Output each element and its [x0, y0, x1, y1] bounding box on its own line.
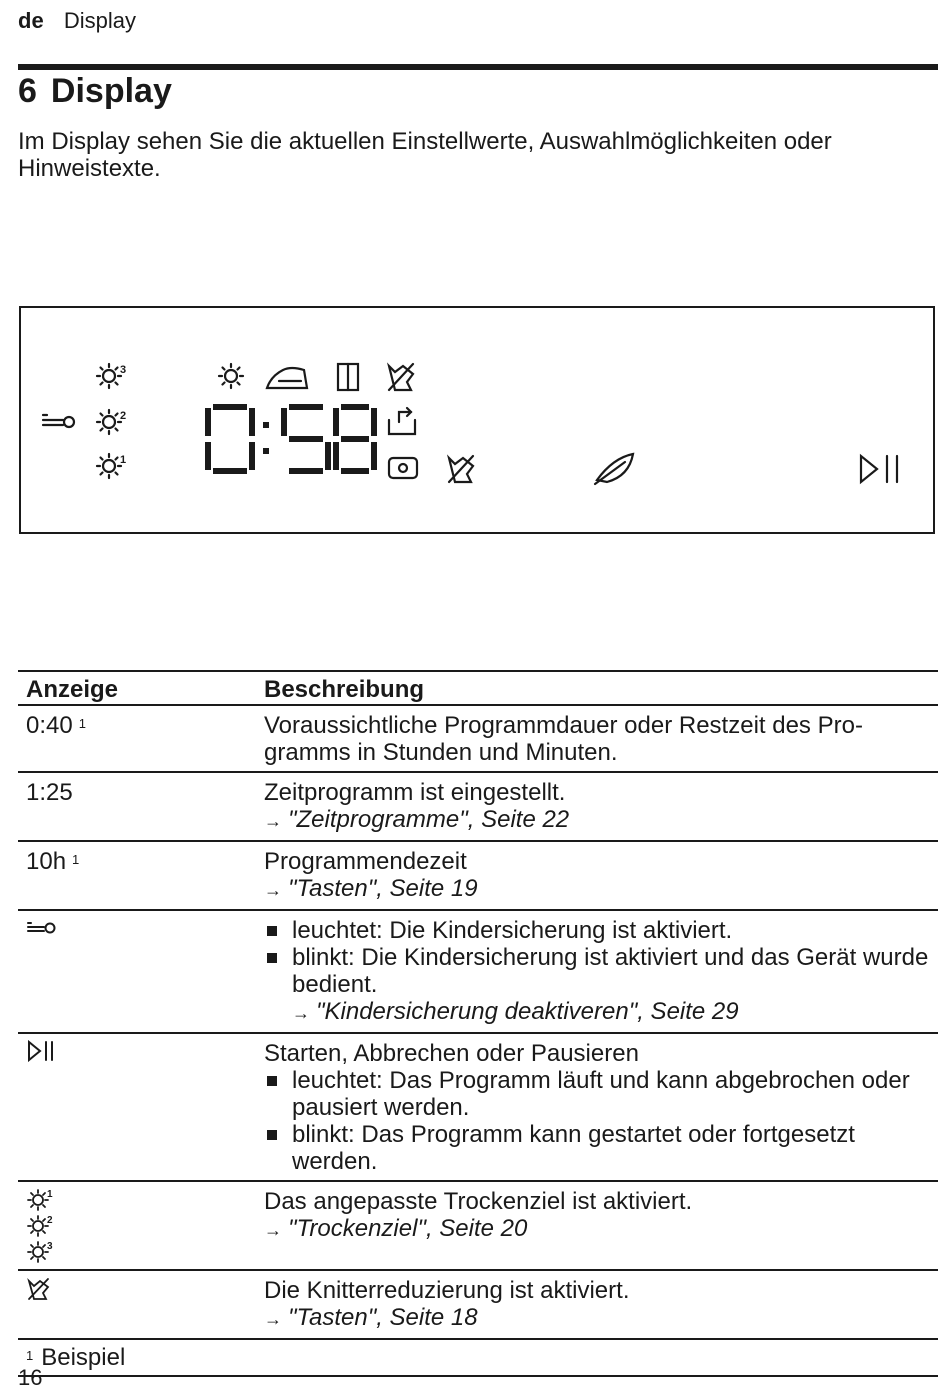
dry-level-3-mark: 3: [120, 364, 127, 376]
arrow-icon: →: [264, 880, 282, 900]
table-row: [18, 910, 938, 1033]
list-item: blinkt: Das Programm kann gestartet oder fortgesetzt werden.: [264, 1121, 930, 1175]
display-illustration: [21, 308, 933, 532]
dry-level-icon: [219, 364, 243, 388]
table-row: [18, 1270, 938, 1339]
row-description: Programmendezeit: [264, 848, 467, 875]
arrow-icon: →: [264, 811, 282, 831]
table-row: [18, 705, 938, 772]
display-value: 1:25: [26, 779, 73, 806]
display-panel: [19, 306, 935, 534]
dry-level-1-icon: [97, 454, 121, 478]
cross-reference-link[interactable]: → "Trockenziel", Seite 20: [264, 1215, 528, 1242]
row-description: Starten, Abbrechen oder Pausieren: [264, 1040, 639, 1067]
wardrobe-icon: [338, 364, 358, 390]
footnote-text: Beispiel: [41, 1344, 126, 1371]
cross-reference-link[interactable]: → "Zeitprogramme", Seite 22: [264, 806, 570, 833]
table-footnote: [18, 1339, 938, 1376]
arrow-icon: →: [292, 1003, 310, 1023]
header-rule: [18, 64, 938, 70]
svg-text:3: 3: [47, 1241, 53, 1252]
cross-reference-link[interactable]: → "Kindersicherung deaktiveren", Seite 29: [292, 998, 739, 1025]
table-row: [18, 841, 938, 910]
table-row: [18, 772, 938, 841]
drum-icon: [389, 458, 417, 478]
row-description: Das angepasste Trockenziel ist aktiviert.: [264, 1188, 693, 1215]
start-pause-icon: [861, 456, 897, 482]
table-row: [18, 1181, 938, 1270]
running-header: [18, 8, 136, 34]
dry-level-3-icon: [97, 364, 121, 388]
display-table: [18, 670, 938, 1377]
iron-icon: [267, 368, 307, 388]
col-header-display: Anzeige: [18, 671, 248, 705]
section-name: Display: [63, 8, 136, 33]
intro-paragraph: Im Display sehen Sie die aktuellen Einstellwerte, Auswahlmöglichkeiten oder Hinweistexte.: [18, 128, 832, 182]
chapter-number: 6: [18, 72, 37, 110]
child-lock-icon: [43, 415, 74, 427]
dry-level-2-mark: 2: [120, 410, 127, 422]
anti-crease-icon: [389, 364, 413, 390]
list-item: leuchtet: Das Programm läuft und kann abgebrochen oder pausiert werden.: [264, 1067, 930, 1121]
cross-reference-link[interactable]: → "Tasten", Seite 19: [264, 875, 478, 902]
table-row: [18, 1033, 938, 1181]
page-number: 16: [18, 1365, 43, 1390]
child-lock-icon: [26, 917, 60, 937]
page-title: [18, 72, 172, 111]
row-description: Die Knitterreduzierung ist aktiviert.: [264, 1277, 630, 1304]
dry-level-icons: [26, 1188, 60, 1264]
dry-level-1-mark: 1: [120, 454, 127, 466]
footnote-ref: 1: [72, 852, 80, 867]
chapter-title: Display: [50, 72, 172, 110]
list-item: leuchtet: Die Kindersicherung ist aktiviert.: [264, 917, 930, 944]
anti-crease-icon: [26, 1277, 56, 1301]
arrow-icon: →: [264, 1309, 282, 1329]
start-pause-icon: [26, 1040, 60, 1062]
anti-crease-icon: [449, 456, 473, 482]
row-description: Zeitprogramm ist eingestellt.: [264, 779, 566, 806]
row-description: Voraussichtliche Programmdauer oder Restzeit des Pro-gramms in Stunden und Minuten.: [248, 705, 938, 772]
status-list: [264, 917, 930, 998]
col-header-description: Beschreibung: [248, 671, 938, 705]
seven-segment-digits: [205, 404, 377, 474]
status-list: [264, 1067, 930, 1175]
display-value: 10h: [26, 848, 67, 875]
language-code: de: [18, 8, 44, 33]
footnote-mark: 1: [26, 1348, 34, 1363]
arrow-icon: →: [264, 1220, 282, 1240]
display-value: 0:40: [26, 712, 73, 739]
water-tank-icon: [389, 408, 415, 434]
feather-icon: [595, 454, 633, 484]
footnote-ref: 1: [78, 716, 86, 731]
cross-reference-link[interactable]: → "Tasten", Seite 18: [264, 1304, 478, 1331]
svg-text:2: 2: [47, 1215, 53, 1226]
dry-level-2-icon: [97, 410, 121, 434]
list-item: blinkt: Die Kindersicherung ist aktiviert und das Gerät wurde bedient.: [264, 944, 930, 998]
svg-text:1: 1: [47, 1189, 53, 1200]
